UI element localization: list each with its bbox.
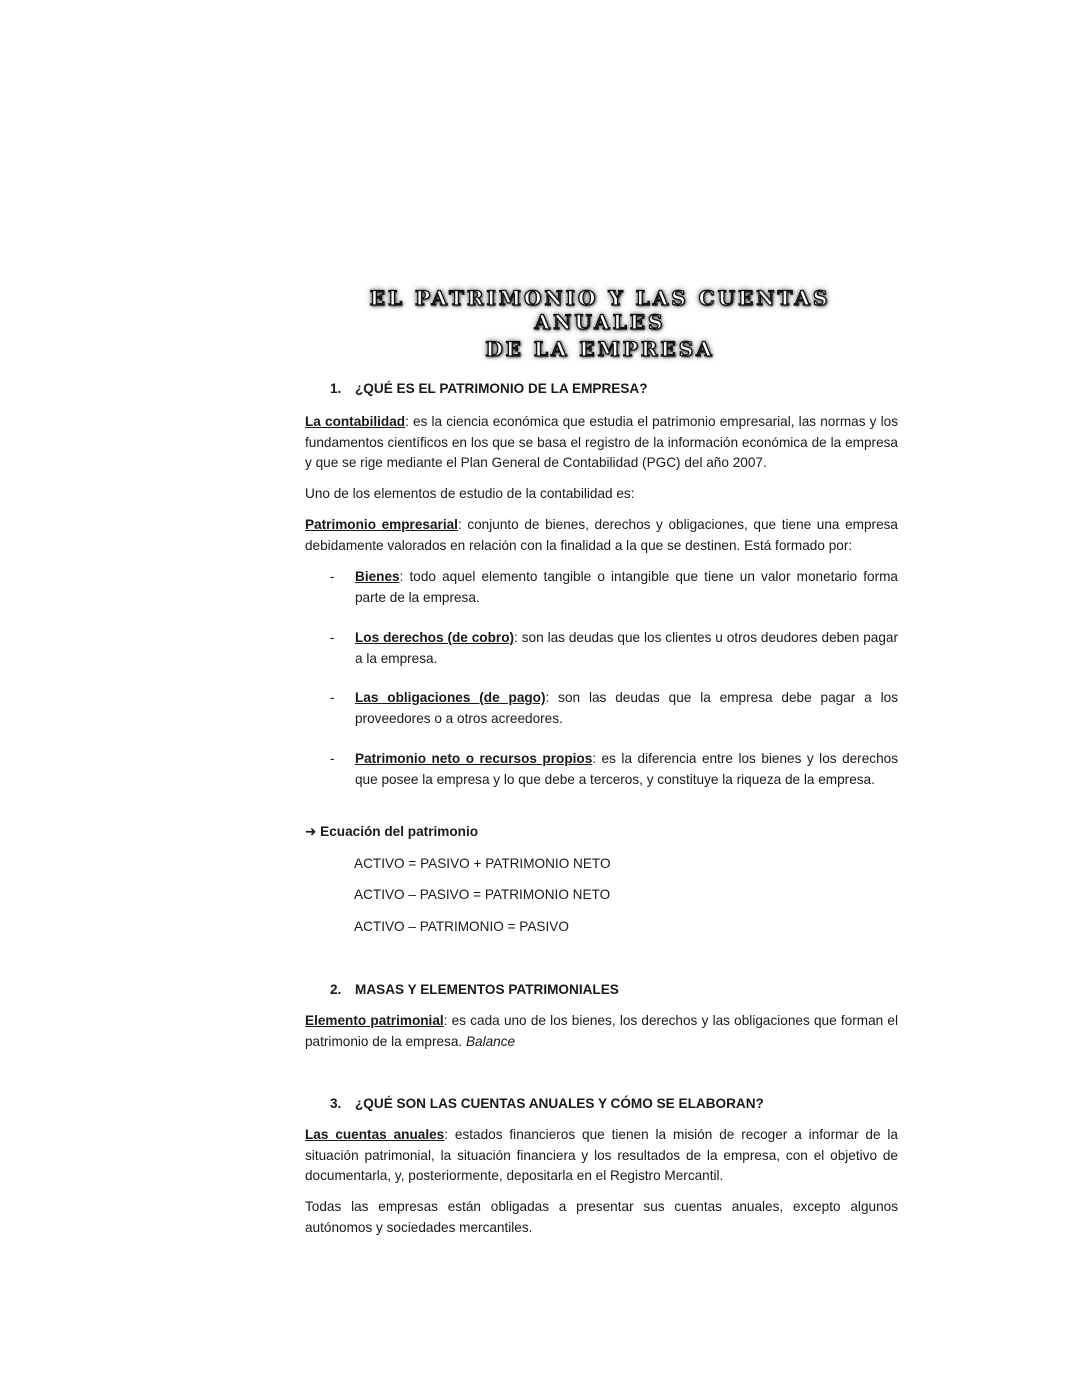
term-patrimonio-neto: Patrimonio neto o recursos propios: [355, 751, 593, 766]
term-patrimonio-empresarial: Patrimonio empresarial: [305, 517, 458, 532]
term-elemento-patrimonial: Elemento patrimonial: [305, 1013, 444, 1028]
section-title: ¿QUÉ ES EL PATRIMONIO DE LA EMPRESA?: [355, 381, 648, 396]
term-obligaciones: Las obligaciones (de pago): [355, 690, 546, 705]
paragraph-text: Uno de los elementos de estudio de la contabilidad es:: [305, 486, 635, 501]
list-item-text: : todo aquel elemento tangible o intangible que tiene un valor monetario forma parte de la empresa.: [355, 569, 898, 605]
paragraph-elemento-patrimonial: [305, 1011, 898, 1052]
italic-balance: Balance: [465, 1033, 516, 1049]
section-1-heading: [330, 381, 648, 396]
dash-bullet: -: [330, 751, 335, 766]
section-number: 2.: [330, 982, 342, 997]
paragraph-cuentas-anuales: [305, 1125, 898, 1187]
equation-heading-text: Ecuación del patrimonio: [320, 824, 479, 839]
equation-2: ACTIVO – PASIVO = PATRIMONIO NETO: [354, 887, 611, 902]
paragraph-text: Todas las empresas están obligadas a presentar sus cuentas anuales, excepto algunos autónomos y sociedades mercantiles.: [305, 1199, 898, 1235]
section-3-heading: [330, 1096, 764, 1111]
list-item-patrimonio-neto: [330, 749, 898, 790]
paragraph-text: : conjunto de bienes, derechos y obligaciones, que tiene una empresa debidamente valorados en relación con la finalidad a la que se destinen. Está formado por:: [305, 517, 898, 553]
term-derechos: Los derechos (de cobro): [355, 630, 515, 645]
term-cuentas-anuales: Las cuentas anuales: [305, 1127, 445, 1142]
paragraph-patrimonio-empresarial: [305, 515, 898, 556]
list-item-text: : son las deudas que la empresa debe pagar a los proveedores o a otros acreedores.: [355, 690, 898, 726]
paragraph-obligacion-empresas: [305, 1197, 898, 1238]
list-item-text: : son las deudas que los clientes u otros deudores deben pagar a la empresa.: [355, 630, 898, 666]
document-title-line-1: EL PATRIMONIO Y LAS CUENTAS ANUALES: [369, 286, 831, 334]
document-title-line-2: DE LA EMPRESA: [485, 337, 715, 361]
section-title: MASAS Y ELEMENTOS PATRIMONIALES: [355, 982, 619, 997]
equation-heading: [305, 824, 478, 840]
term-la-contabilidad: La contabilidad: [305, 414, 406, 429]
section-number: 1.: [330, 381, 342, 396]
equation-1: ACTIVO = PASIVO + PATRIMONIO NETO: [354, 856, 611, 871]
list-item-bienes: [330, 567, 898, 608]
dash-bullet: -: [330, 569, 335, 584]
paragraph-intro-elementos: [305, 484, 898, 505]
section-number: 3.: [330, 1096, 342, 1111]
list-item-derechos: [330, 628, 898, 669]
paragraph-text: : es la ciencia económica que estudia el patrimonio empresarial, las normas y los fundamentos científicos en los que se basa el registro de la información económica de la empresa y que se rige mediante el Plan General de Contabilidad (PGC) del año 2007.: [305, 414, 898, 470]
paragraph-text: : es cada uno de los bienes, los derechos y las obligaciones que forman el patrimonio de la empresa.: [305, 1013, 898, 1049]
paragraph-contabilidad: [305, 412, 898, 474]
section-2-heading: [330, 982, 619, 997]
list-item-text: : es la diferencia entre los bienes y los derechos que posee la empresa y lo que debe a terceros, y constituye la riqueza de la empresa.: [355, 751, 898, 787]
term-bienes: Bienes: [355, 569, 400, 584]
paragraph-text: : estados financieros que tienen la misión de recoger a informar de la situación patrimonial, la situación financiera y los resultados de la empresa, con el objetivo de documentarla, y, posteriormente, depositarla en el Registro Mercantil.: [305, 1127, 898, 1183]
equation-3: ACTIVO – PATRIMONIO = PASIVO: [354, 919, 569, 934]
dash-bullet: -: [330, 690, 335, 705]
arrow-right-icon: ➜: [305, 824, 317, 839]
dash-bullet: -: [330, 630, 335, 645]
list-item-obligaciones: [330, 688, 898, 729]
section-title: ¿QUÉ SON LAS CUENTAS ANUALES Y CÓMO SE ELABORAN?: [355, 1096, 764, 1111]
